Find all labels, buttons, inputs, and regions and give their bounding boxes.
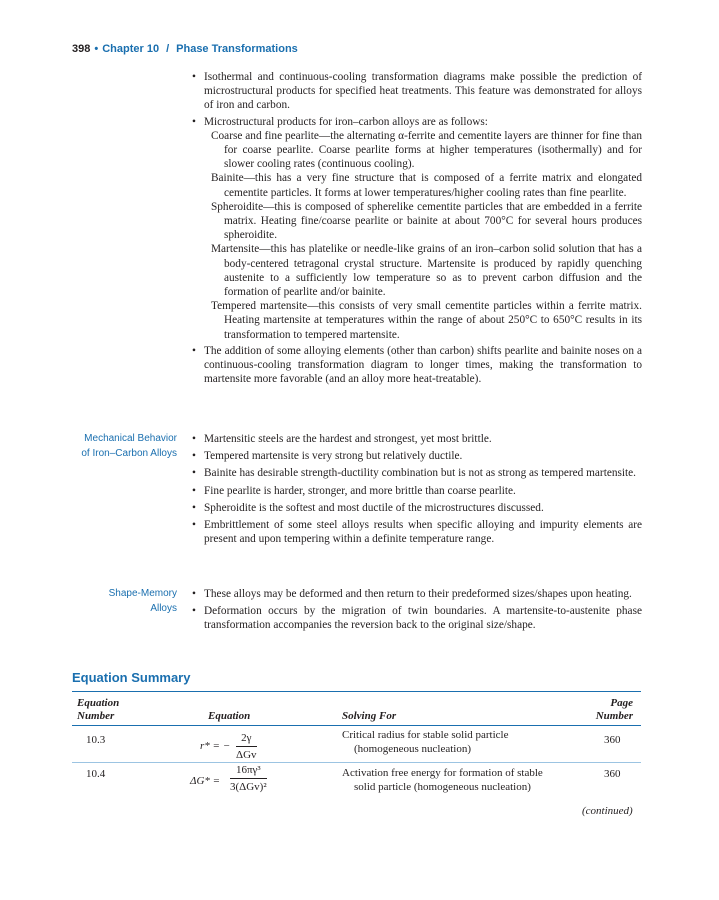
header-equation-number-line2: Number [77,710,115,722]
mechanical-behavior-section [190,432,642,548]
mechanical-bullet: • Fine pearlite is harder, stronger, and more brittle than coarse pearlite. [190,484,642,498]
mechanical-bullet: • Embrittlement of some steel alloys results when specific alloying and impurity elements are present and upon tempering within a definite temperature range. [190,518,642,546]
equation-number: 10.3 [86,734,106,746]
header-separator: • [94,43,99,55]
solving-for [342,728,508,756]
shape-memory-bullet: • These alloys may be deformed and then return to their predeformed sizes/shapes upon heating. [190,587,642,601]
sidebar-mechanical-line2: of Iron–Carbon Alloys [81,448,177,459]
solving-for-line1: Critical radius for stable solid particle [342,729,509,741]
bullet-transformation-diagrams: • Isothermal and continuous-cooling transformation diagrams make possible the prediction of microstructural products for specified heat treatments. This feature was demonstrated for alloys of iron and carbon. [190,70,642,113]
intro-section [190,70,642,388]
solving-for-line2: (homogeneous nucleation) [354,743,471,755]
chapter-title: Phase Transformations [176,43,298,55]
header-page-number [580,697,633,723]
fraction-numerator: 16πγ³ [230,763,267,779]
sidebar-shape-memory-line1: Shape-Memory [108,588,177,599]
bullet-microstructural-products: • Microstructural products for iron–carbon alloys are as follows: [190,115,642,129]
header-page-number-line2: Number [595,710,633,722]
header-equation-number [77,697,119,723]
continued-note: (continued) [582,805,633,817]
page-number: 398 [72,43,91,55]
mechanical-bullet: • Martensitic steels are the hardest and strongest, yet most brittle. [190,432,642,446]
sidebar-mechanical-behavior [40,431,177,461]
header-solving-for: Solving For [342,710,397,722]
mechanical-bullet: • Bainite has desirable strength-ductility combination but is not as strong as tempered martensite. [190,466,642,480]
microstructure-tempered-martensite: Tempered martensite—this consists of very small cementite particles within a ferrite matrix. Heating martensite at temperatures within the range of about 250°C to 650°C results in its transformation to tempered martensite. [211,300,642,341]
sidebar-shape-memory-line2: Alloys [150,603,177,614]
chapter-label: Chapter 10 [102,43,160,55]
equation-lhs: r* = − [200,740,231,752]
header-equation-number-line1: Equation [77,697,120,709]
bullet-alloying-elements: • The addition of some alloying elements (other than carbon) shifts pearlite and bainite noses on a continuous-cooling transformation diagram to longer times, making the transformation to martensite more favorable (and an alloy more heat-treatable). [190,344,642,387]
header-slash: / [166,43,170,55]
solving-for-line2: solid particle (homogeneous nucleation) [354,781,531,793]
fraction-numerator: 2γ [236,731,257,747]
shape-memory-section [190,587,642,635]
page-reference: 360 [604,768,621,780]
sidebar-mechanical-line1: Mechanical Behavior [84,433,177,444]
header-equation: Equation [208,710,251,722]
shape-memory-bullet: • Deformation occurs by the migration of twin boundaries. A martensite-to-austenite phase transformation accompanies the reversion back to the original size/shape. [190,604,642,632]
microstructure-pearlite: Coarse and fine pearlite—the alternating α-ferrite and cementite layers are thinner for fine than for coarse pearlite. Coarse pearlite forms at higher temperatures (isothermally) and for slower cooling rates (continuous cooling). [211,129,642,171]
running-header [72,42,298,56]
fraction-denominator: ΔGv [236,749,257,762]
solving-for-line1: Activation free energy for formation of stable [342,767,543,779]
header-page-number-line1: Page [610,697,633,709]
fraction-denominator: 3(ΔGv)² [230,781,267,794]
table-header-rule [72,725,641,726]
page-reference: 360 [604,734,621,746]
equation-summary-title: Equation Summary [72,670,191,685]
table-row-rule [72,762,641,763]
mechanical-bullet: • Tempered martensite is very strong but relatively ductile. [190,449,642,463]
microstructure-bainite: Bainite—this has a very fine structure that is composed of a ferrite matrix and elongated cementite particles. It forms at lower temperatures/higher cooling rates than fine pearlite. [211,172,642,199]
table-top-rule [72,691,641,692]
microstructure-martensite: Martensite—this has platelike or needle-like grains of an iron–carbon solid solution that has a body-centered tetragonal crystal structure. Martensite is produced by rapidly quenching austenite to a sufficiently low temperature so as to prevent carbon diffusion and the formation of pearlite and/or bainite. [211,243,642,299]
equation-fraction [236,731,257,762]
solving-for [342,766,543,794]
sidebar-shape-memory [40,586,177,616]
equation-number: 10.4 [86,768,106,780]
equation-lhs: ΔG* = [190,775,221,787]
mechanical-bullet: • Spheroidite is the softest and most ductile of the microstructures discussed. [190,501,642,515]
microstructure-spheroidite: Spheroidite—this is composed of spherelike cementite particles that are embedded in a ferrite matrix. Heating fine/coarse pearlite or bainite at about 700°C for several hours produces spheroidite. [211,200,642,242]
equation-fraction [230,763,267,794]
